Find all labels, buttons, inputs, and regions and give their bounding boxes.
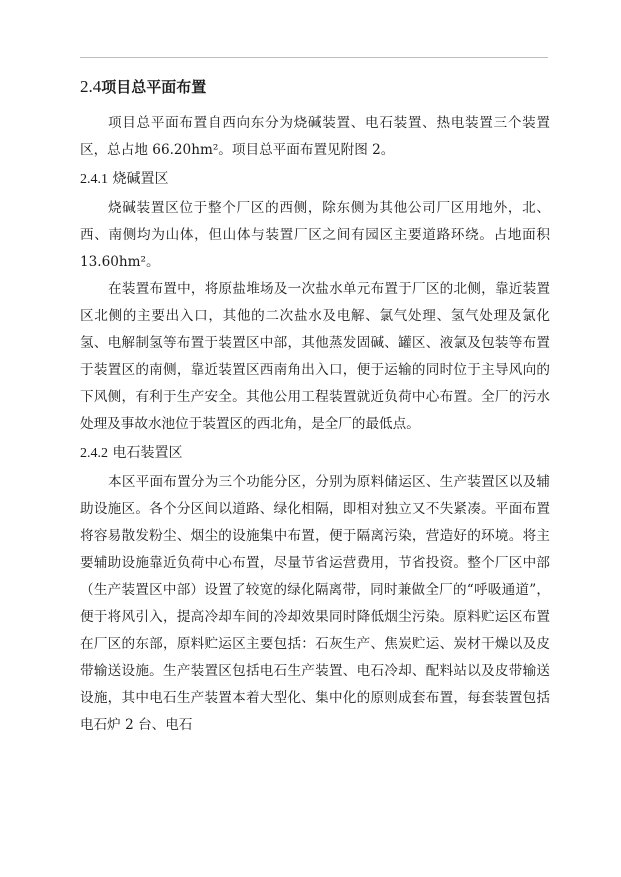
header-rule xyxy=(80,57,548,58)
section-title: 项目总平面布置 xyxy=(101,78,207,96)
subsection-number: 2.4.2 xyxy=(80,446,108,461)
paragraph: 在装置布置中，将原盐堆场及一次盐水单元布置于厂区的北侧，靠近装置区北侧的主要出入口，其他的二次盐水及电解、氯气处理、氢气处理及氯化氢、电解制氢等布置于装置区中部，其他蒸发固碱、罐区、液氯及包装等布置于装置区的南侧，靠近装置区西南角出入口，便于运输的同时位于主导风向的下风侧，有利于生产安全。其他公用工程装置就近负荷中心布置。全厂的污水处理及事故水池位于装置区的西北角，是全厂的最低点。 xyxy=(80,281,550,432)
section-number: 2.4 xyxy=(80,77,102,96)
section-intro-paragraph: 项目总平面布置自西向东分为烧碱装置、电石装置、热电装置三个装置区，总占地 66.20hm²。项目总平面布置见附图 2。 xyxy=(80,115,550,158)
document-body xyxy=(80,70,550,739)
section-heading xyxy=(80,70,550,104)
subsection-number: 2.4.1 xyxy=(80,172,108,187)
subsection-heading-2-4-2 xyxy=(80,438,550,469)
paragraph: 烧碱装置区位于整个厂区的西侧，除东侧为其他公司厂区用地外，北、西、南侧均为山体，但山体与装置厂区之间有园区主要道路环绕。占地面积 13.60hm²。 xyxy=(80,200,550,270)
subsection-heading-2-4-1 xyxy=(80,164,550,195)
subsection-title: 烧碱置区 xyxy=(112,171,169,187)
paragraph: 本区平面布置分为三个功能分区，分别为原料储运区、生产装置区以及辅助设施区。各个分区间以道路、绿化相隔，即相对独立又不失紧凑。平面布置将容易散发粉尘、烟尘的设施集中布置，便于隔离污染，营造好的环境。将主要辅助设施靠近负荷中心布置，尽量节省运营费用，节省投资。整个厂区中部（生产装置区中部）设置了较宽的绿化隔离带，同时兼做全厂的“呼吸通道”，便于将风引入，提高冷却车间的冷却效果同时降低烟尘污染。原料贮运区布置在厂区的东部，原料贮运区主要包括：石灰生产、焦炭贮运、炭材干燥以及皮带输送设施。生产装置区包括电石生产装置、电石冷却、配料站以及皮带输送设施，其中电石生产装置本着大型化、集中化的原则成套布置，每套装置包括电石炉 2 台、电石 xyxy=(80,474,550,733)
subsection-title: 电石装置区 xyxy=(112,445,183,461)
